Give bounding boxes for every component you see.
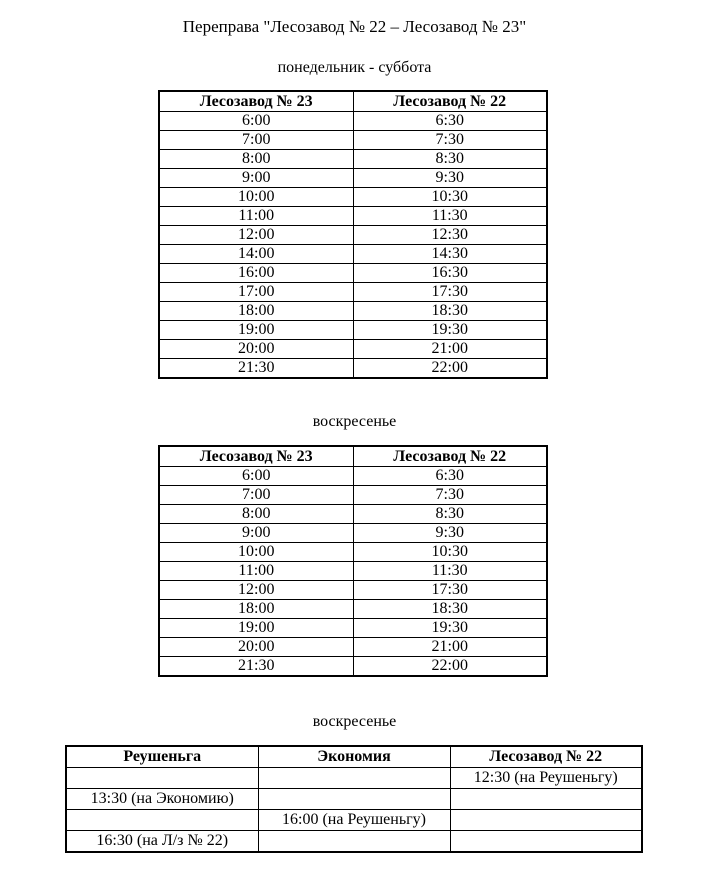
time-cell: 19:30: [353, 321, 547, 340]
section-subtitle-sunday-1: воскресенье: [312, 413, 397, 430]
time-cell: [258, 768, 450, 789]
time-cell: 11:30: [353, 562, 547, 581]
time-cell: 21:30: [159, 657, 353, 677]
column-header: Лесозавод № 22: [353, 91, 547, 112]
time-cell: 18:00: [159, 302, 353, 321]
time-cell: 17:30: [353, 283, 547, 302]
time-cell: 14:30: [353, 245, 547, 264]
schedule-row: [66, 831, 642, 853]
time-cell: 22:00: [353, 657, 547, 677]
schedule-row: [159, 226, 547, 245]
time-cell: 17:30: [353, 581, 547, 600]
time-cell: 19:00: [159, 619, 353, 638]
time-cell: 18:00: [159, 600, 353, 619]
column-header: Лесозавод № 23: [159, 446, 353, 467]
schedule-row: [159, 150, 547, 169]
time-cell: 12:30: [353, 226, 547, 245]
time-cell: 9:30: [353, 169, 547, 188]
time-cell: 16:00 (на Реушеньгу): [258, 810, 450, 831]
time-cell: [258, 831, 450, 853]
time-cell: 7:00: [159, 131, 353, 150]
schedule-row: [159, 505, 547, 524]
schedule-row: [159, 359, 547, 379]
time-cell: 8:00: [159, 505, 353, 524]
time-cell: 21:30: [159, 359, 353, 379]
schedule-row: [66, 768, 642, 789]
time-cell: 18:30: [353, 600, 547, 619]
schedule-row: [159, 169, 547, 188]
schedule-row: [66, 810, 642, 831]
time-cell: 21:00: [353, 340, 547, 359]
time-cell: 8:30: [353, 505, 547, 524]
time-cell: 12:00: [159, 226, 353, 245]
schedule-row: [159, 340, 547, 359]
time-cell: 9:00: [159, 169, 353, 188]
time-cell: [450, 810, 642, 831]
time-cell: 7:00: [159, 486, 353, 505]
schedule-table-sunday: [158, 445, 548, 677]
time-cell: [66, 810, 258, 831]
time-cell: 9:00: [159, 524, 353, 543]
section-subtitle-weekdays: понедельник - суббота: [277, 59, 432, 76]
time-cell: 10:00: [159, 543, 353, 562]
schedule-row: [159, 581, 547, 600]
column-header: Реушеньга: [66, 746, 258, 768]
time-cell: 8:00: [159, 150, 353, 169]
time-cell: 10:00: [159, 188, 353, 207]
time-cell: 6:30: [353, 112, 547, 131]
time-cell: [258, 789, 450, 810]
schedule-row: [159, 321, 547, 340]
time-cell: 18:30: [353, 302, 547, 321]
schedule-row: [159, 562, 547, 581]
time-cell: [450, 789, 642, 810]
time-cell: 11:00: [159, 562, 353, 581]
time-cell: 20:00: [159, 340, 353, 359]
schedule-row: [159, 131, 547, 150]
time-cell: [450, 831, 642, 853]
schedule-row: [159, 302, 547, 321]
time-cell: 19:00: [159, 321, 353, 340]
schedule-row: [159, 600, 547, 619]
schedule-row: [159, 207, 547, 226]
schedule-row: [159, 524, 547, 543]
time-cell: 22:00: [353, 359, 547, 379]
document-title: Переправа "Лесозавод № 22 – Лесозавод № 23": [182, 17, 527, 36]
schedule-row: [159, 283, 547, 302]
schedule-row: [66, 789, 642, 810]
schedule-table-weekdays: [158, 90, 548, 379]
time-cell: 16:30: [353, 264, 547, 283]
time-cell: 11:30: [353, 207, 547, 226]
schedule-row: [159, 467, 547, 486]
time-cell: 8:30: [353, 150, 547, 169]
column-header: Лесозавод № 22: [450, 746, 642, 768]
time-cell: 10:30: [353, 188, 547, 207]
time-cell: 10:30: [353, 543, 547, 562]
time-cell: 17:00: [159, 283, 353, 302]
schedule-row: [159, 264, 547, 283]
time-cell: 6:00: [159, 467, 353, 486]
column-header: Экономия: [258, 746, 450, 768]
column-header: Лесозавод № 23: [159, 91, 353, 112]
time-cell: 11:00: [159, 207, 353, 226]
schedule-table-reushenga-ekonomiya: [65, 745, 643, 853]
schedule-row: [159, 638, 547, 657]
schedule-row: [159, 486, 547, 505]
time-cell: [66, 768, 258, 789]
time-cell: 7:30: [353, 131, 547, 150]
time-cell: 7:30: [353, 486, 547, 505]
time-cell: 14:00: [159, 245, 353, 264]
time-cell: 12:30 (на Реушеньгу): [450, 768, 642, 789]
schedule-row: [159, 245, 547, 264]
time-cell: 16:30 (на Л/з № 22): [66, 831, 258, 853]
section-subtitle-sunday-2: воскресенье: [312, 713, 397, 730]
schedule-row: [159, 657, 547, 677]
schedule-row: [159, 188, 547, 207]
time-cell: 19:30: [353, 619, 547, 638]
schedule-row: [159, 112, 547, 131]
time-cell: 6:00: [159, 112, 353, 131]
time-cell: 12:00: [159, 581, 353, 600]
column-header: Лесозавод № 22: [353, 446, 547, 467]
time-cell: 21:00: [353, 638, 547, 657]
time-cell: 13:30 (на Экономию): [66, 789, 258, 810]
time-cell: 16:00: [159, 264, 353, 283]
schedule-row: [159, 543, 547, 562]
schedule-row: [159, 619, 547, 638]
time-cell: 9:30: [353, 524, 547, 543]
time-cell: 6:30: [353, 467, 547, 486]
time-cell: 20:00: [159, 638, 353, 657]
